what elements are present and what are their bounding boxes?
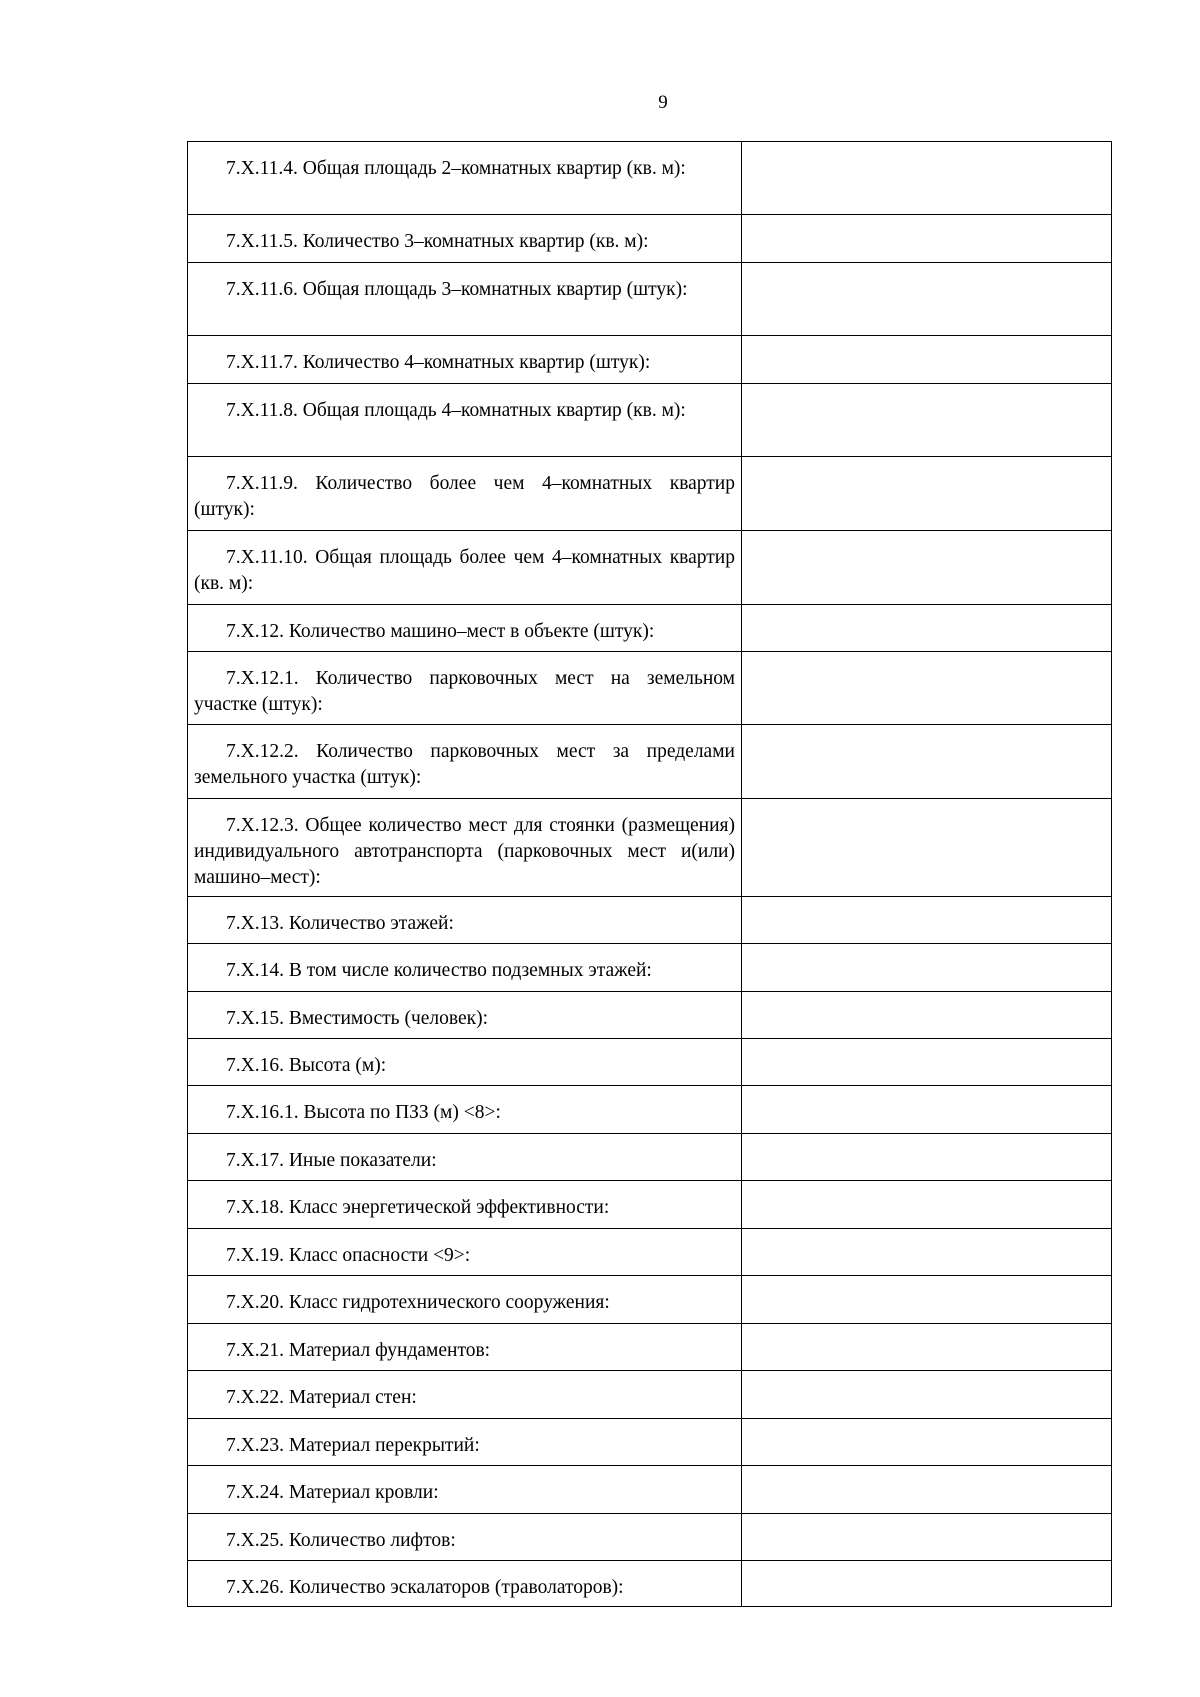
table-row [188, 1514, 1112, 1561]
row-label: 7.X.11.9. Количество более чем 4–комнатных квартир (штук): [194, 473, 735, 520]
row-value-field[interactable] [742, 142, 1112, 215]
table-row [188, 457, 1112, 531]
row-label-cell [188, 1181, 742, 1229]
row-label-cell [188, 384, 742, 457]
table-row [188, 1276, 1112, 1324]
row-label: 7.X.12.1. Количество парковочных мест на земельном участке (штук): [194, 668, 735, 715]
row-value-field[interactable] [742, 336, 1112, 384]
row-label-cell [188, 605, 742, 652]
row-value-field[interactable] [742, 1086, 1112, 1134]
row-value-field[interactable] [742, 1276, 1112, 1324]
row-label: 7.X.20. Класс гидротехнического сооружения: [226, 1292, 610, 1313]
row-label-cell [188, 215, 742, 263]
table-row [188, 531, 1112, 605]
row-value-field[interactable] [742, 1514, 1112, 1561]
table-row [188, 725, 1112, 799]
row-label: 7.X.13. Количество этажей: [226, 913, 454, 934]
row-label: 7.X.16.1. Высота по ПЗЗ (м) <8>: [226, 1102, 501, 1123]
row-label-cell [188, 652, 742, 725]
row-label-cell [188, 1419, 742, 1466]
row-value-field[interactable] [742, 457, 1112, 531]
row-label: 7.X.15. Вместимость (человек): [226, 1008, 489, 1029]
table-row [188, 605, 1112, 652]
row-label-cell [188, 1561, 742, 1607]
row-label-cell [188, 1324, 742, 1371]
row-label-cell [188, 1276, 742, 1324]
row-label: 7.X.14. В том числе количество подземных этажей: [226, 960, 652, 981]
row-value-field[interactable] [742, 992, 1112, 1039]
row-label-cell [188, 457, 742, 531]
table-row [188, 992, 1112, 1039]
row-label: 7.X.11.10. Общая площадь более чем 4–комнатных квартир (кв. м): [194, 547, 735, 594]
row-label-cell [188, 725, 742, 799]
row-label-cell [188, 531, 742, 605]
row-value-field[interactable] [742, 1419, 1112, 1466]
row-value-field[interactable] [742, 799, 1112, 897]
row-label-cell [188, 1466, 742, 1514]
row-label-cell [188, 336, 742, 384]
row-label-cell [188, 992, 742, 1039]
row-value-field[interactable] [742, 263, 1112, 336]
row-label-cell [188, 1371, 742, 1419]
row-value-field[interactable] [742, 897, 1112, 944]
row-label: 7.X.11.7. Количество 4–комнатных квартир (штук): [226, 352, 651, 373]
table-row [188, 1134, 1112, 1181]
row-label: 7.X.11.8. Общая площадь 4–комнатных квартир (кв. м): [226, 400, 686, 421]
table-row [188, 799, 1112, 897]
table-row [188, 384, 1112, 457]
table-row [188, 263, 1112, 336]
row-value-field[interactable] [742, 1561, 1112, 1607]
row-label: 7.X.11.4. Общая площадь 2–комнатных квартир (кв. м): [226, 158, 686, 179]
row-value-field[interactable] [742, 1134, 1112, 1181]
row-label-cell [188, 1086, 742, 1134]
row-value-field[interactable] [742, 384, 1112, 457]
row-label: 7.X.12.3. Общее количество мест для стоянки (размещения) индивидуального автотранспорта (парковочных мест и(или) машино–мест): [194, 815, 735, 888]
row-value-field[interactable] [742, 725, 1112, 799]
row-label-cell [188, 1039, 742, 1086]
row-label-cell [188, 799, 742, 897]
table-row [188, 897, 1112, 944]
row-label: 7.X.24. Материал кровли: [226, 1482, 439, 1503]
row-label-cell [188, 1514, 742, 1561]
table-row [188, 336, 1112, 384]
row-value-field[interactable] [742, 1371, 1112, 1419]
row-value-field[interactable] [742, 215, 1112, 263]
table-row [188, 1229, 1112, 1276]
row-label-cell [188, 142, 742, 215]
row-label: 7.X.12.2. Количество парковочных мест за пределами земельного участка (штук): [194, 741, 735, 788]
row-value-field[interactable] [742, 1466, 1112, 1514]
table-row [188, 944, 1112, 992]
row-label-cell [188, 263, 742, 336]
row-label: 7.X.11.6. Общая площадь 3–комнатных квартир (штук): [226, 279, 688, 300]
row-label: 7.X.21. Материал фундаментов: [226, 1340, 491, 1361]
row-value-field[interactable] [742, 605, 1112, 652]
row-value-field[interactable] [742, 1324, 1112, 1371]
row-label: 7.X.19. Класс опасности <9>: [226, 1245, 471, 1266]
row-value-field[interactable] [742, 652, 1112, 725]
row-label: 7.X.18. Класс энергетической эффективности: [226, 1197, 610, 1218]
table-row [188, 1371, 1112, 1419]
row-label: 7.X.22. Материал стен: [226, 1387, 417, 1408]
row-label-cell [188, 1229, 742, 1276]
table-row [188, 1181, 1112, 1229]
row-label-cell [188, 944, 742, 992]
row-value-field[interactable] [742, 1181, 1112, 1229]
table-row [188, 142, 1112, 215]
table-row [188, 1086, 1112, 1134]
row-value-field[interactable] [742, 944, 1112, 992]
row-label: 7.X.16. Высота (м): [226, 1055, 387, 1076]
row-label: 7.X.11.5. Количество 3–комнатных квартир (кв. м): [226, 231, 649, 252]
row-value-field[interactable] [742, 531, 1112, 605]
table-row [188, 1466, 1112, 1514]
table-row [188, 1039, 1112, 1086]
row-label: 7.X.25. Количество лифтов: [226, 1530, 456, 1551]
row-label: 7.X.23. Материал перекрытий: [226, 1435, 480, 1456]
table-row [188, 1561, 1112, 1607]
row-label-cell [188, 897, 742, 944]
table-row [188, 1419, 1112, 1466]
page-number: 9 [658, 92, 668, 113]
row-value-field[interactable] [742, 1229, 1112, 1276]
table-row [188, 215, 1112, 263]
row-value-field[interactable] [742, 1039, 1112, 1086]
table-row [188, 652, 1112, 725]
row-label: 7.X.17. Иные показатели: [226, 1150, 437, 1171]
row-label: 7.X.26. Количество эскалаторов (траволаторов): [226, 1577, 624, 1598]
row-label: 7.X.12. Количество машино–мест в объекте (штук): [226, 621, 655, 642]
form-table [187, 141, 1112, 1607]
row-label-cell [188, 1134, 742, 1181]
table-row [188, 1324, 1112, 1371]
